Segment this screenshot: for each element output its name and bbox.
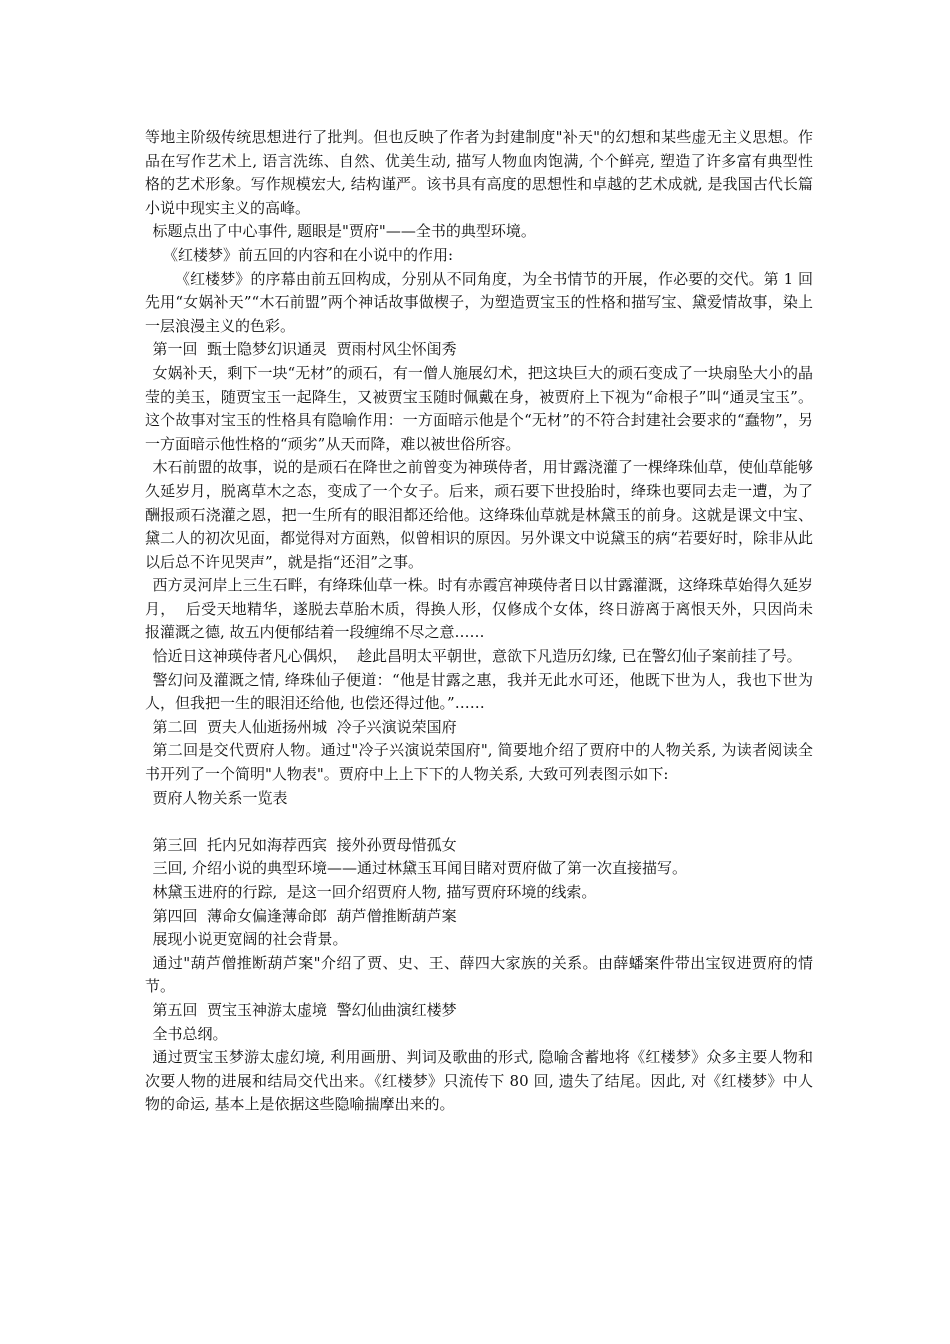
paragraph-jinghuan-question: 警幻问及灌溉之情, 绛珠仙子便道：“他是甘露之惠，我并无此水可还，他既下世为人，我也下世为人，但我把一生的眼泪还给他, 也偿还得过他。”…… xyxy=(145,670,813,713)
paragraph-chapter-3-summary: 三回, 介绍小说的典型环境——通过林黛玉耳闻目睹对贾府做了第一次直接描写。 xyxy=(152,859,688,878)
paragraph-chapter-3-clue: 林黛玉进府的行踪, 是这一回介绍贾府人物, 描写贾府环境的线索。 xyxy=(152,883,597,901)
paragraph-chapter-4-background: 展现小说更宽阔的社会背景。 xyxy=(152,930,348,949)
paragraph-first-five-chapters-heading: 《红楼梦》前五回的内容和在小说中的作用: xyxy=(163,245,454,264)
paragraph-chapter-5-outline: 全书总纲。 xyxy=(152,1024,228,1043)
document-body xyxy=(145,126,813,1117)
paragraph-prologue: 《红楼梦》的序幕由前五回构成，分别从不同角度，为全书情节的开展，作必要的交代。第 1 回先用“女娲补天”“木石前盟”两个神话故事做楔子，为塑造贾宝玉的性格和描写宝、黛爱情故事，染上一层浪漫主义的色彩。 xyxy=(145,269,813,335)
paragraph-chapter-4-summary: 通过"葫芦僧推断葫芦案"介绍了贾、史、王、薛四大家族的关系。由薛蟠案件带出宝钗进贾府的情节。 xyxy=(145,953,813,996)
chapter-2-title: 第二回 贾夫人仙逝扬州城 冷子兴演说荣国府 xyxy=(152,717,457,736)
paragraph-chapter-2-summary: 第二回是交代贾府人物。通过"冷子兴演说荣国府", 简要地介绍了贾府中的人物关系, 为读者阅读全书开列了一个简明"人物表"。贾府中上上下下的人物关系, 大致可列表图示如下: xyxy=(145,741,813,784)
chapter-5-title: 第五回 贾宝玉神游太虚境 警幻仙曲演红楼梦 xyxy=(152,1000,457,1019)
chapter-1-title: 第一回 甄士隐梦幻识通灵 贾雨村风尘怀闺秀 xyxy=(152,340,457,359)
chapter-3-title: 第三回 托内兄如海荐西宾 接外孙贾母惜孤女 xyxy=(152,835,457,854)
paragraph-shenying-attendant: 恰近日这神瑛侍者凡心偶炽， 趁此昌明太平朝世，意欲下凡造历幻缘, 已在警幻仙子案前挂了号。 xyxy=(152,647,802,666)
blank-line xyxy=(145,810,813,834)
paragraph-title-analysis: 标题点出了中心事件, 题眼是"贾府"——全书的典型环境。 xyxy=(152,222,536,241)
paragraph-chapter-5-summary: 通过贾宝玉梦游太虚幻境, 利用画册、判词及歌曲的形式, 隐喻含蓄地将《红楼梦》众多主要人物和次要人物的进展和结局交代出来。《红楼梦》只流传下 80 回, 遗失了结尾。因此, 对《红楼梦》中人物的命运, 基本上是依据这些隐喻揣摩出来的。 xyxy=(145,1048,813,1114)
chapter-4-title: 第四回 薄命女偏逢薄命郎 葫芦僧推断葫芦案 xyxy=(152,906,457,925)
paragraph-crimson-pearl-grass: 西方灵河岸上三生石畔，有绛珠仙草一株。时有赤霞宫神瑛侍者日以甘露灌溉，这绛珠草始得久延岁月， 后受天地精华，遂脱去草胎木质，得换人形，仅修成个女体，终日游离于离恨天外，只因尚未报灌溉之德, 故五内便郁结着一段缠绵不尽之意…… xyxy=(145,576,813,642)
paragraph-summary: 等地主阶级传统思想进行了批判。但也反映了作者为封建制度"补天"的幻想和某些虚无主义思想。作品在写作艺术上, 语言洗练、自然、优美生动, 描写人物血肉饱满, 个个鲜亮, 塑造了许多富有典型性格的艺术形象。写作规模宏大, 结构谨严。该书具有高度的思想性和卓越的艺术成就, 是我国古代长篇小说中现实主义的高峰。 xyxy=(145,128,813,217)
paragraph-stone-wood-pact: 木石前盟的故事，说的是顽石在降世之前曾变为神瑛侍者，用甘露浇灌了一棵绛珠仙草，使仙草能够久延岁月，脱离草木之态，变成了一个女子。后来，顽石要下世投胎时，绛珠也要同去走一遭，为了酬报顽石浇灌之恩，把一生所有的眼泪都还给他。这绛珠仙草就是林黛玉的前身。这就是课文中宝、黛二人的初次见面，都觉得对方面熟，似曾相识的原因。另外课文中说黛玉的病“若要好时，除非从此以后总不许见哭声”，就是指“还泪”之事。 xyxy=(145,458,813,571)
paragraph-relation-table-title: 贾府人物关系一览表 xyxy=(152,788,288,807)
paragraph-nuwa-story: 女娲补天，剩下一块“无材”的顽石，有一僧人施展幻术，把这块巨大的顽石变成了一块扇坠大小的晶莹的美玉，随贾宝玉一起降生，又被贾宝玉随时佩戴在身，被贾府上下视为“命根子”叫“通灵宝玉”。这个故事对宝玉的性格具有隐喻作用：一方面暗示他是个“无材”的不符合封建社会要求的“蠢物”，另一方面暗示他性格的“顽劣”从天而降，难以被世俗所容。 xyxy=(145,363,813,453)
